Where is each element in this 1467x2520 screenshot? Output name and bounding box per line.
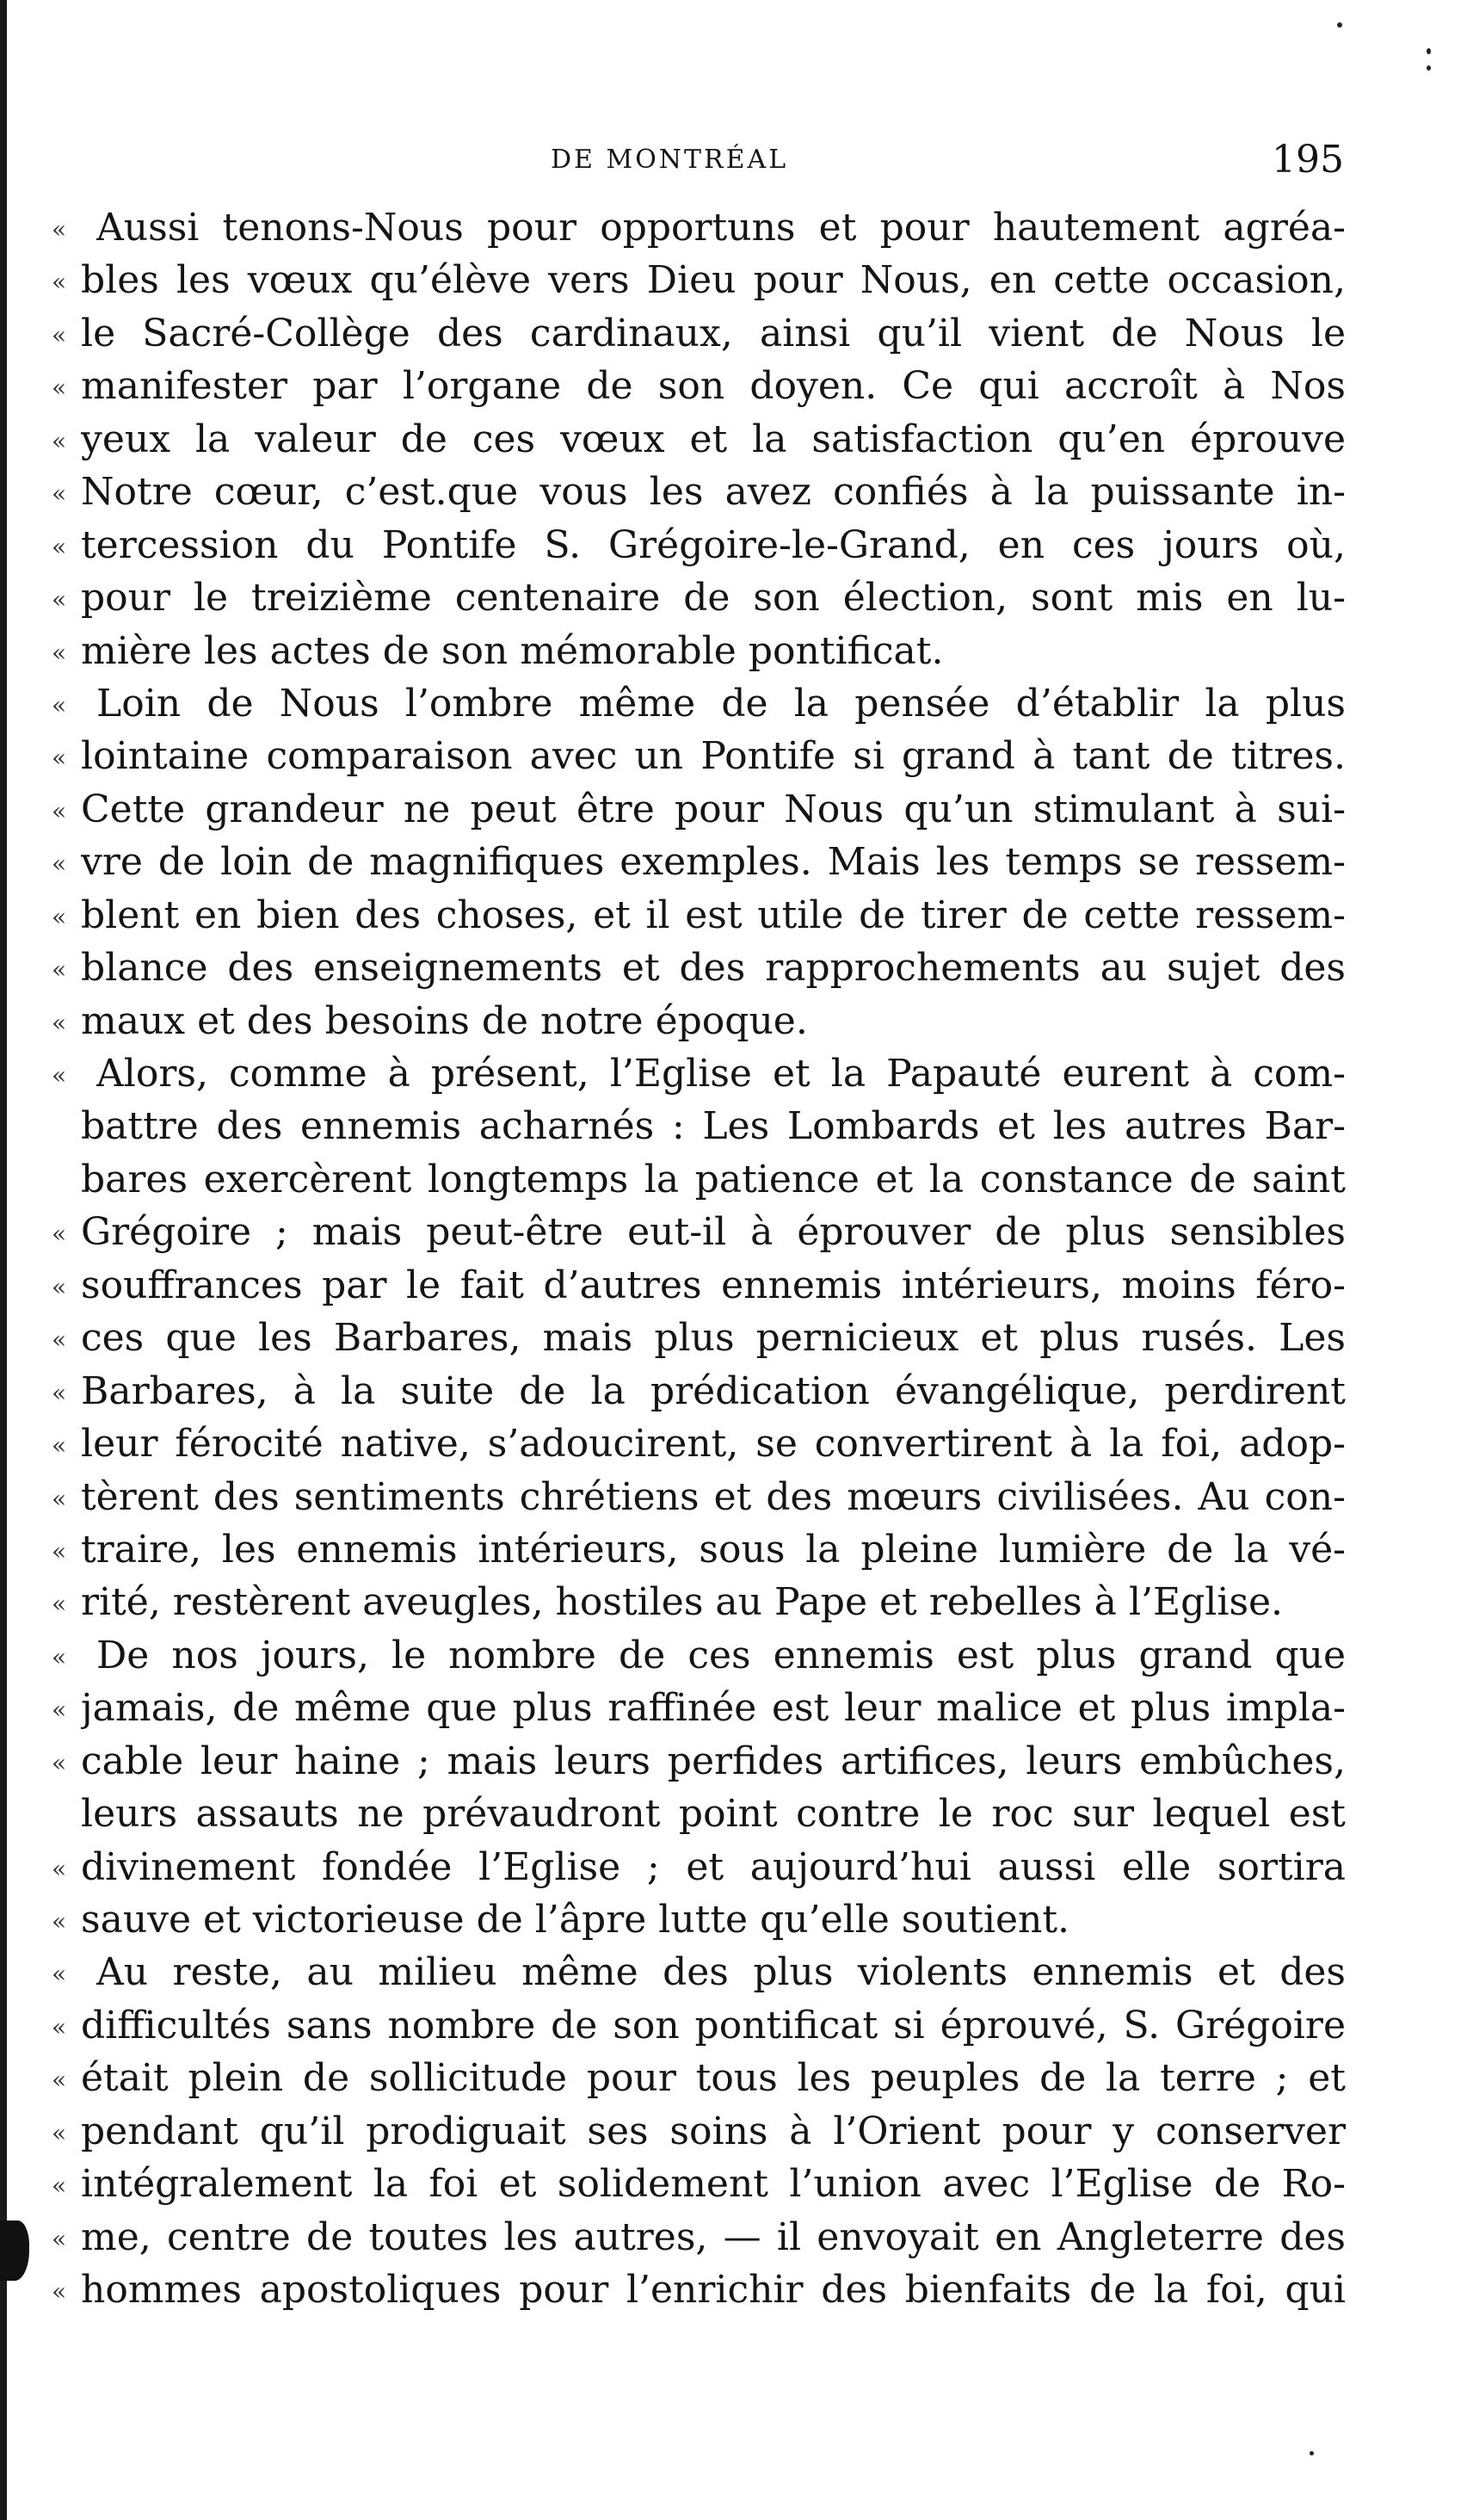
quote-mark: « <box>52 1272 67 1301</box>
text-line <box>0 1841 1467 1893</box>
quote-mark: « <box>52 426 67 455</box>
line-text: ces que les Barbares, mais plus pernicieux et plus rusés. Les <box>81 1316 1346 1361</box>
line-text: manifester par l’organe de son doyen. Ce qui accroît à Nos <box>81 364 1346 409</box>
text-line <box>0 1100 1467 1152</box>
quote-mark: « <box>52 1642 67 1671</box>
quote-mark: « <box>52 902 67 931</box>
line-text: lointaine comparaison avec un Pontife si grand à tant de titres. <box>81 734 1346 779</box>
line-text: Grégoire ; mais peut-être eut-il à éprouver de plus sensibles <box>81 1210 1346 1255</box>
quote-mark: « <box>52 268 67 297</box>
line-text: intégralement la foi et solidement l’union avec l’Eglise de Ro- <box>81 2162 1346 2207</box>
line-text: hommes apostoliques pour l’enrichir des bienfaits de la foi, qui <box>81 2268 1346 2313</box>
text-line <box>0 2105 1467 2158</box>
ink-speck <box>1310 2451 1314 2455</box>
quote-mark: « <box>52 2277 67 2307</box>
quote-mark: « <box>52 320 67 349</box>
quote-mark: « <box>52 1536 67 1566</box>
ink-speck <box>1337 22 1342 28</box>
line-text: sauve et victorieuse de l’âpre lutte qu’elle soutient. <box>81 1898 1069 1942</box>
line-text: difficultés sans nombre de son pontificat si éprouvé, S. Grégoire <box>81 2003 1346 2048</box>
line-text: pour le treizième centenaire de son élection, sont mis en lu- <box>81 576 1346 621</box>
text-line <box>0 1788 1467 1840</box>
quote-mark: « <box>52 1061 67 1090</box>
line-text: tercession du Pontife S. Grégoire-le-Grand, en ces jours où, <box>81 522 1346 567</box>
text-line <box>0 995 1467 1047</box>
line-text: traire, les ennemis intérieurs, sous la pleine lumière de la vé- <box>81 1527 1346 1572</box>
text-line <box>0 1735 1467 1788</box>
text-line <box>0 360 1467 412</box>
text-line <box>0 1312 1467 1364</box>
text-line <box>0 1047 1467 1100</box>
text-line <box>0 1153 1467 1206</box>
page-number: 195 <box>1272 138 1344 182</box>
line-text: le Sacré-Collège des cardinaux, ainsi qu’il vient de Nous le <box>81 311 1346 355</box>
line-text: divinement fondée l’Eglise ; et aujourd’hui aussi elle sortira <box>81 1844 1346 1889</box>
line-text: leurs assauts ne prévaudront point contre le roc sur lequel est <box>81 1792 1346 1837</box>
quote-mark: « <box>52 585 67 615</box>
line-text: jamais, de même que plus raffinée est leur malice et plus impla- <box>81 1686 1346 1731</box>
quote-mark: « <box>52 1854 67 1883</box>
line-text: blance des enseignements et des rapprochements au sujet des <box>81 946 1346 991</box>
line-text: Barbares, à la suite de la prédication évangélique, perdirent <box>81 1368 1346 1413</box>
text-line <box>0 413 1467 466</box>
text-line <box>0 1365 1467 1418</box>
line-text: me, centre de toutes les autres, — il envoyait en Angleterre des <box>81 2214 1346 2259</box>
text-line <box>0 1259 1467 1312</box>
quote-mark: « <box>52 532 67 561</box>
line-text: maux et des besoins de notre époque. <box>81 998 808 1043</box>
text-line <box>0 625 1467 677</box>
line-text: vre de loin de magnifiques exemples. Mais les temps se ressem- <box>81 840 1346 885</box>
quote-mark: « <box>52 2118 67 2147</box>
quote-mark: « <box>52 1695 67 1725</box>
quote-mark: « <box>52 215 67 244</box>
text-line <box>0 201 1467 254</box>
text-line <box>0 466 1467 518</box>
quote-mark: « <box>52 2066 67 2095</box>
ink-speck <box>1427 48 1431 54</box>
line-text: souffrances par le fait d’autres ennemis intérieurs, moins féro- <box>81 1263 1346 1307</box>
body-text <box>0 201 1467 2317</box>
text-line <box>0 1576 1467 1628</box>
text-line <box>0 2264 1467 2316</box>
quote-mark: « <box>52 2012 67 2041</box>
line-text: leur férocité native, s’adoucirent, se convertirent à la foi, adop- <box>81 1422 1346 1467</box>
line-text: mière les actes de son mémorable pontificat. <box>81 628 944 673</box>
quote-mark: « <box>52 1907 67 1936</box>
line-text: pendant qu’il prodiguait ses soins à l’Orient pour y conserver <box>81 2109 1346 2153</box>
text-line <box>0 1629 1467 1682</box>
line-text: bares exercèrent longtemps la patience et la constance de saint <box>81 1157 1346 1201</box>
text-line <box>0 1418 1467 1470</box>
quote-mark: « <box>52 1378 67 1407</box>
text-line <box>0 677 1467 730</box>
quote-mark: « <box>52 1325 67 1355</box>
text-line <box>0 889 1467 942</box>
line-text: était plein de sollicitude pour tous les peuples de la terre ; et <box>81 2056 1346 2101</box>
text-line <box>0 1946 1467 1998</box>
quote-mark: « <box>52 1220 67 1249</box>
text-line <box>0 2052 1467 2104</box>
line-text: Au reste, au milieu même des plus violents ennemis et des <box>96 1950 1346 1995</box>
text-line <box>0 836 1467 888</box>
text-line <box>0 254 1467 306</box>
line-text: cable leur haine ; mais leurs perfides artifices, leurs embûches, <box>81 1739 1346 1783</box>
text-line <box>0 1893 1467 1946</box>
quote-mark: « <box>52 479 67 509</box>
line-text: battre des ennemis acharnés : Les Lombards et les autres Bar- <box>81 1104 1346 1149</box>
text-line <box>0 571 1467 624</box>
quote-mark: « <box>52 690 67 720</box>
quote-mark: « <box>52 2171 67 2201</box>
line-text: rité, restèrent aveugles, hostiles au Pape et rebelles à l’Eglise. <box>81 1580 1284 1625</box>
quote-mark: « <box>52 796 67 825</box>
text-line <box>0 783 1467 836</box>
quote-mark: « <box>52 1748 67 1777</box>
text-line <box>0 1999 1467 2052</box>
text-line <box>0 942 1467 994</box>
quote-mark: « <box>52 849 67 879</box>
text-line <box>0 1471 1467 1523</box>
line-text: Alors, comme à présent, l’Eglise et la Papauté eurent à com- <box>96 1052 1346 1096</box>
text-line <box>0 1523 1467 1576</box>
line-text: Loin de Nous l’ombre même de la pensée d’établir la plus <box>96 681 1346 726</box>
quote-mark: « <box>52 1590 67 1619</box>
line-text: Notre cœur, c’est.que vous les avez confiés à la puissante in- <box>81 470 1346 515</box>
quote-mark: « <box>52 1484 67 1513</box>
quote-mark: « <box>52 2224 67 2253</box>
quote-mark: « <box>52 374 67 403</box>
ink-speck <box>1427 65 1431 71</box>
text-line <box>0 519 1467 571</box>
line-text: De nos jours, le nombre de ces ennemis est plus grand que <box>96 1633 1346 1677</box>
text-line <box>0 2158 1467 2210</box>
line-text: tèrent des sentiments chrétiens et des mœurs civilisées. Au con- <box>81 1474 1346 1519</box>
header-title: DE MONTRÉAL <box>551 145 789 175</box>
text-line <box>0 730 1467 782</box>
quote-mark: « <box>52 1008 67 1037</box>
running-head <box>0 138 1467 188</box>
text-line <box>0 307 1467 360</box>
line-text: blent en bien des choses, et il est utile de tirer de cette ressem- <box>81 892 1346 937</box>
quote-mark: « <box>52 638 67 667</box>
quote-mark: « <box>52 955 67 985</box>
quote-mark: « <box>52 744 67 773</box>
quote-mark: « <box>52 1431 67 1461</box>
line-text: yeux la valeur de ces vœux et la satisfaction qu’en éprouve <box>81 417 1346 461</box>
quote-mark: « <box>52 1960 67 1989</box>
line-text: Cette grandeur ne peut être pour Nous qu’un stimulant à sui- <box>81 787 1346 831</box>
text-line <box>0 1206 1467 1258</box>
line-text: bles les vœux qu’élève vers Dieu pour Nous, en cette occasion, <box>81 258 1346 303</box>
text-line <box>0 2211 1467 2264</box>
text-line <box>0 1682 1467 1734</box>
line-text: Aussi tenons-Nous pour opportuns et pour hautement agréa- <box>96 206 1346 250</box>
